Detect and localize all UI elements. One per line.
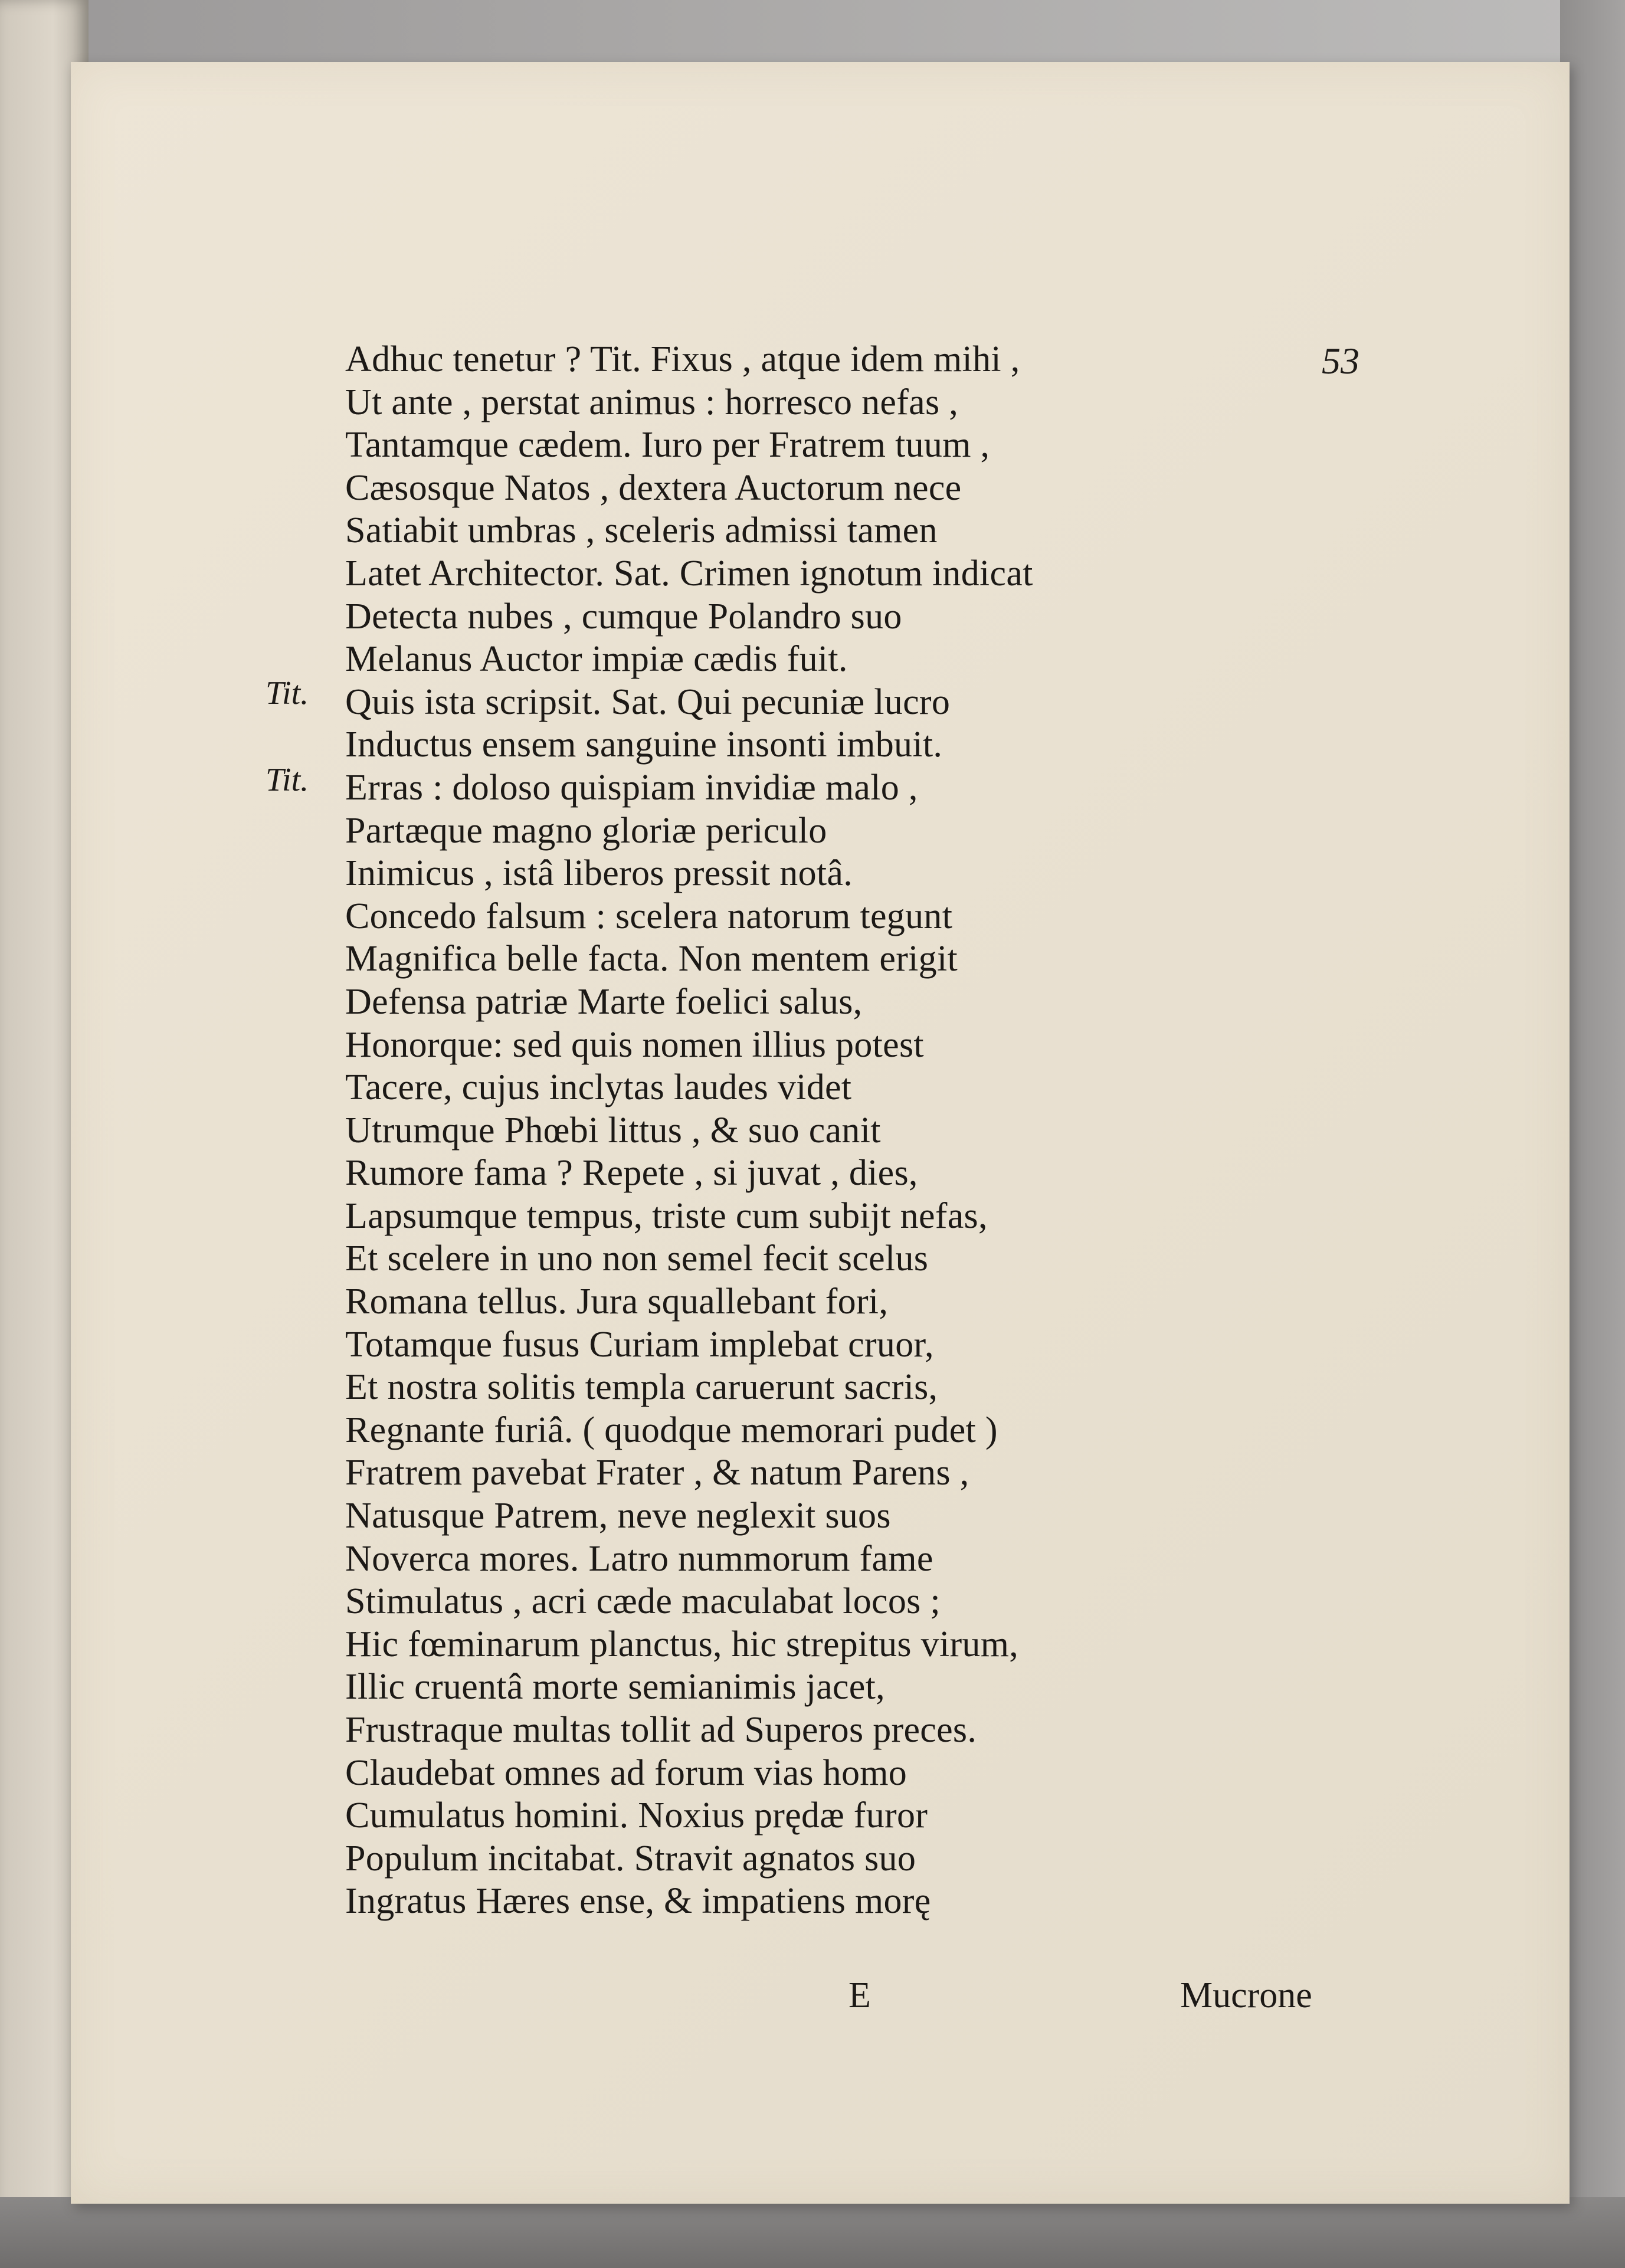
verse-line: Fratrem pavebat Frater , & natum Parens , [345, 1453, 969, 1493]
verse-line: Tacere, cujus inclytas laudes videt [345, 1067, 852, 1108]
verse-line: Honorque: sed quis nomen illius potest [345, 1024, 924, 1065]
verse-line: Et scelere in uno non semel fecit scelus [345, 1238, 929, 1279]
verse-line: Ut ante , perstat animus : horresco nefas , [345, 382, 959, 422]
verse-line: Cæsosque Natos , dextera Auctorum nece [345, 467, 962, 508]
verse-line: Ingratus Hæres ense, & impatiens morę [345, 1881, 931, 1922]
signature-mark: E [848, 1975, 871, 2015]
speaker-label: Tit. [266, 762, 309, 798]
verse-line: Illic cruentâ morte semianimis jacet, [345, 1667, 885, 1707]
table-surface [0, 2197, 1625, 2268]
verse-line: Detecta nubes , cumque Polandro suo [345, 596, 902, 637]
verse-line: Latet Architector. Sat. Crimen ignotum indicat [345, 553, 1033, 594]
verse-line: Natusque Patrem, neve neglexit suos [345, 1496, 891, 1536]
verse-line: Claudebat omnes ad forum vias homo [345, 1752, 907, 1793]
verse-line: Partæque magno gloriæ periculo [345, 810, 827, 851]
verse-line: Tantamque cædem. Iuro per Fratrem tuum , [345, 425, 990, 466]
verse-line: Romana tellus. Jura squallebant fori, [345, 1282, 889, 1322]
verse-line: Defensa patriæ Marte foelici salus, [345, 981, 863, 1022]
verse-line: Melanus Auctor impiæ cædis fuit. [345, 639, 848, 680]
verse-line: Cumulatus homini. Noxius prędæ furor [345, 1795, 928, 1836]
verse-line: Magnifica belle facta. Non mentem erigit [345, 939, 958, 979]
verse-line: Stimulatus , acri cæde maculabat locos ; [345, 1581, 941, 1622]
verse-line: Quis ista scripsit. Sat. Qui pecuniæ lucro [345, 681, 951, 722]
verse-line: Et nostra solitis templa caruerunt sacris, [345, 1367, 938, 1408]
verse-line: Erras : doloso quispiam invidiæ malo , [345, 767, 918, 808]
verse-line: Lapsumque tempus, triste cum subijt nefas, [345, 1195, 988, 1236]
speaker-label: Tit. [266, 675, 309, 712]
verse-line: Utrumque Phœbi littus , & suo canit [345, 1110, 881, 1151]
page-number: 53 [1322, 340, 1359, 382]
verse-line: Rumore fama ? Repete , si juvat , dies, [345, 1153, 918, 1194]
book-page [71, 62, 1570, 2204]
verse-line: Populum incitabat. Stravit agnatos suo [345, 1838, 916, 1879]
verse-line: Concedo falsum : scelera natorum tegunt [345, 896, 953, 936]
background-cloth [1560, 0, 1625, 2268]
verse-line: Totamque fusus Curiam implebat cruor, [345, 1324, 934, 1365]
verse-line: Regnante furiâ. ( quodque memorari pudet ) [345, 1410, 998, 1450]
catchword: Mucrone [1180, 1975, 1312, 2015]
verse-line: Frustraque multas tollit ad Superos preces. [345, 1710, 977, 1750]
verse-text [345, 338, 1466, 1923]
verse-line: Adhuc tenetur ? Tit. Fixus , atque idem mihi , [345, 339, 1020, 379]
verse-line: Hic fœminarum planctus, hic strepitus virum, [345, 1624, 1019, 1664]
verse-line: Inimicus , istâ liberos pressit notâ. [345, 853, 853, 894]
verse-line: Satiabit umbras , sceleris admissi tamen [345, 510, 938, 551]
verse-line: Noverca mores. Latro nummorum fame [345, 1538, 933, 1579]
verse-line: Inductus ensem sanguine insonti imbuit. [345, 725, 943, 765]
